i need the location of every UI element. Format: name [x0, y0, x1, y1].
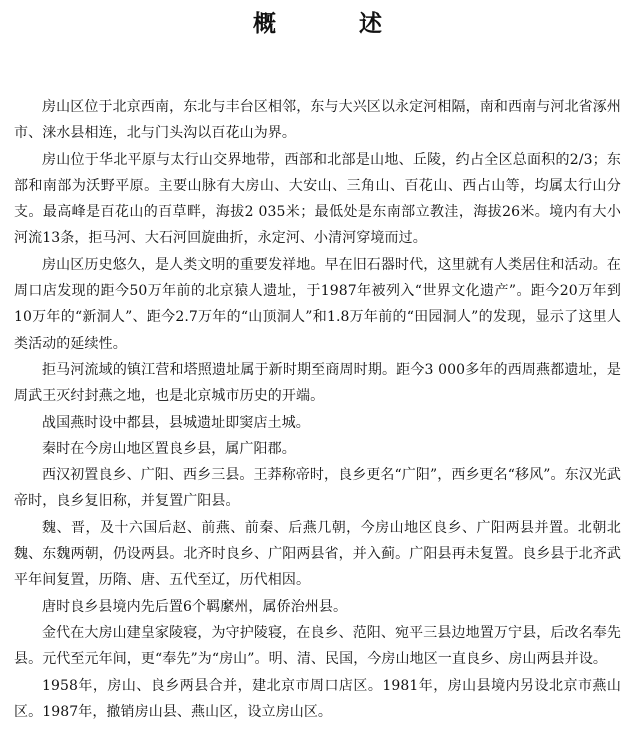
paragraph: 西汉初置良乡、广阳、西乡三县。王莽称帝时，良乡更名“广阳”，西乡更名“移风”。东汉光武帝时，良乡复旧称，并复置广阳县。	[14, 467, 621, 510]
paragraph: 唐时良乡县境内先后置6个羁縻州，属侨治州县。	[42, 598, 348, 615]
paragraph: 房山区历史悠久，是人类文明的重要发祥地。早在旧石器时代，这里就有人类居住和活动。在周口店发现的距今50万年前的北京猿人遗址，于1987年被列入“世界文化遗产”。距今20万年到10万年的“新洞人”、距今2.7万年的“山顶洞人”和1.8万年前的“田园洞人”的发现，显示了这里人类活动的延续性。	[14, 256, 621, 352]
paragraph: 战国燕时设中都县，县城遗址即窦店土城。	[42, 414, 310, 431]
paragraph: 1958年，房山、良乡两县合并，建北京市周口店区。1981年，房山县境内另设北京市燕山区。1987年，撤销房山县、燕山区，设立房山区。	[14, 677, 621, 720]
paragraph: 拒马河流域的镇江营和塔照遗址属于新时期至商周时期。距今3 000多年的西周燕都遗址，是周武王灭纣封燕之地，也是北京城市历史的开端。	[14, 361, 621, 405]
paragraph: 秦时在今房山地区置良乡县，属广阳郡。	[42, 440, 296, 457]
paragraph: 金代在大房山建皇家陵寝，为守护陵寝，在良乡、范阳、宛平三县边地置万宁县，后改名奉先县。元代至元年间，更“奉先”为“房山”。明、清、民国，今房山地区一直良乡、房山两县并设。	[14, 624, 621, 668]
paragraph: 魏、晋，及十六国后赵、前燕、前秦、后燕几朝，今房山地区良乡、广阳两县并置。北朝北魏、东魏两朝，仍设两县。北齐时良乡、广阳两县省，并入蓟。广阳县再未复置。良乡县于北齐武平年间复置，历隋、唐、五代至辽，历代相因。	[14, 519, 621, 589]
page-title: 概 述	[253, 11, 412, 37]
paragraph: 房山位于华北平原与太行山交界地带，西部和北部是山地、丘陵，约占全区总面积的2/3；东部和南部为沃野平原。主要山脉有大房山、大安山、三角山、百花山、西占山等，均属太行山分支。最高峰是百花山的百草畔，海拔2 035米；最低处是东南部立教洼，海拔26米。境内有大小河流13条，拒马河、大石河回旋曲折，永定河、小清河穿境而过。	[14, 151, 621, 247]
article-body	[14, 94, 621, 725]
paragraph: 房山区位于北京西南，东北与丰台区相邻，东与大兴区以永定河相隔，南和西南与河北省涿州市、涞水县相连，北与门头沟以百花山为界。	[14, 99, 621, 142]
